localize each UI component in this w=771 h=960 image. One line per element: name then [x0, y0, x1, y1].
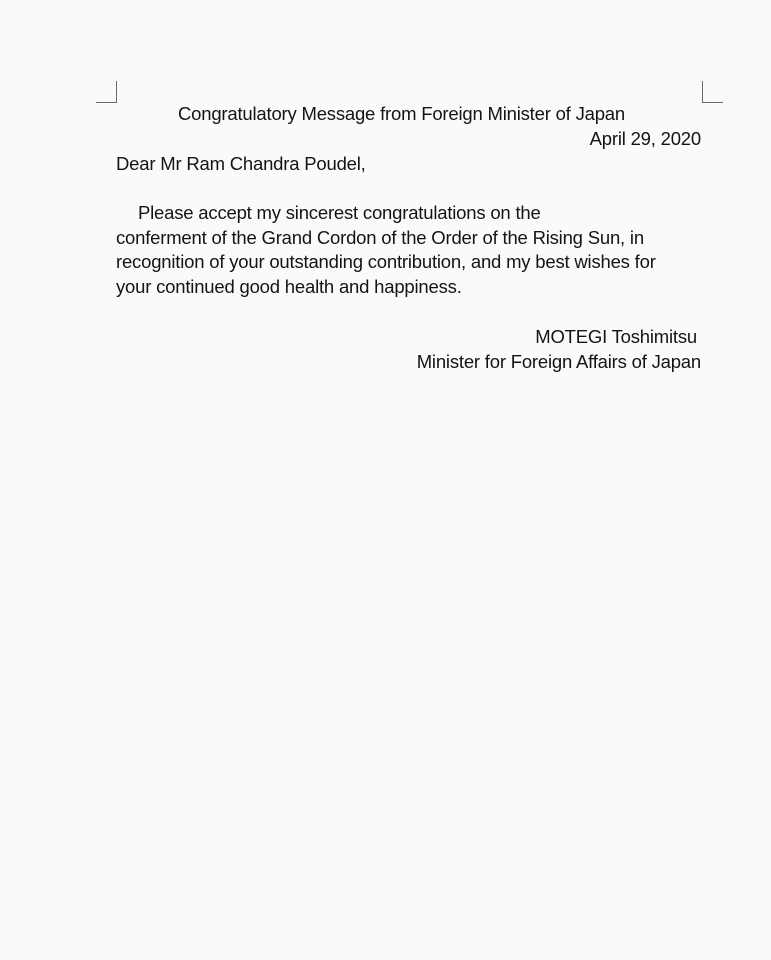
letter-title: Congratulatory Message from Foreign Minister of Japan [178, 103, 625, 124]
left-margin-corner-mark [96, 81, 117, 103]
message-body [116, 201, 696, 299]
right-margin-corner-mark [702, 81, 723, 103]
signatory-title: Minister for Foreign Affairs of Japan [416, 350, 701, 372]
body-line: your continued good health and happiness. [116, 275, 462, 297]
signatory-name: MOTEGI Toshimitsu [535, 326, 697, 347]
letter-date: April 29, 2020 [589, 128, 701, 149]
body-line: conferment of the Grand Cordon of the Order of the Rising Sun, in [116, 226, 644, 248]
body-line: Please accept my sincerest congratulations on the [138, 202, 541, 223]
salutation: Dear Mr Ram Chandra Poudel, [116, 153, 366, 174]
body-line: recognition of your outstanding contribution, and my best wishes for [116, 251, 656, 273]
signature-block [417, 325, 701, 374]
